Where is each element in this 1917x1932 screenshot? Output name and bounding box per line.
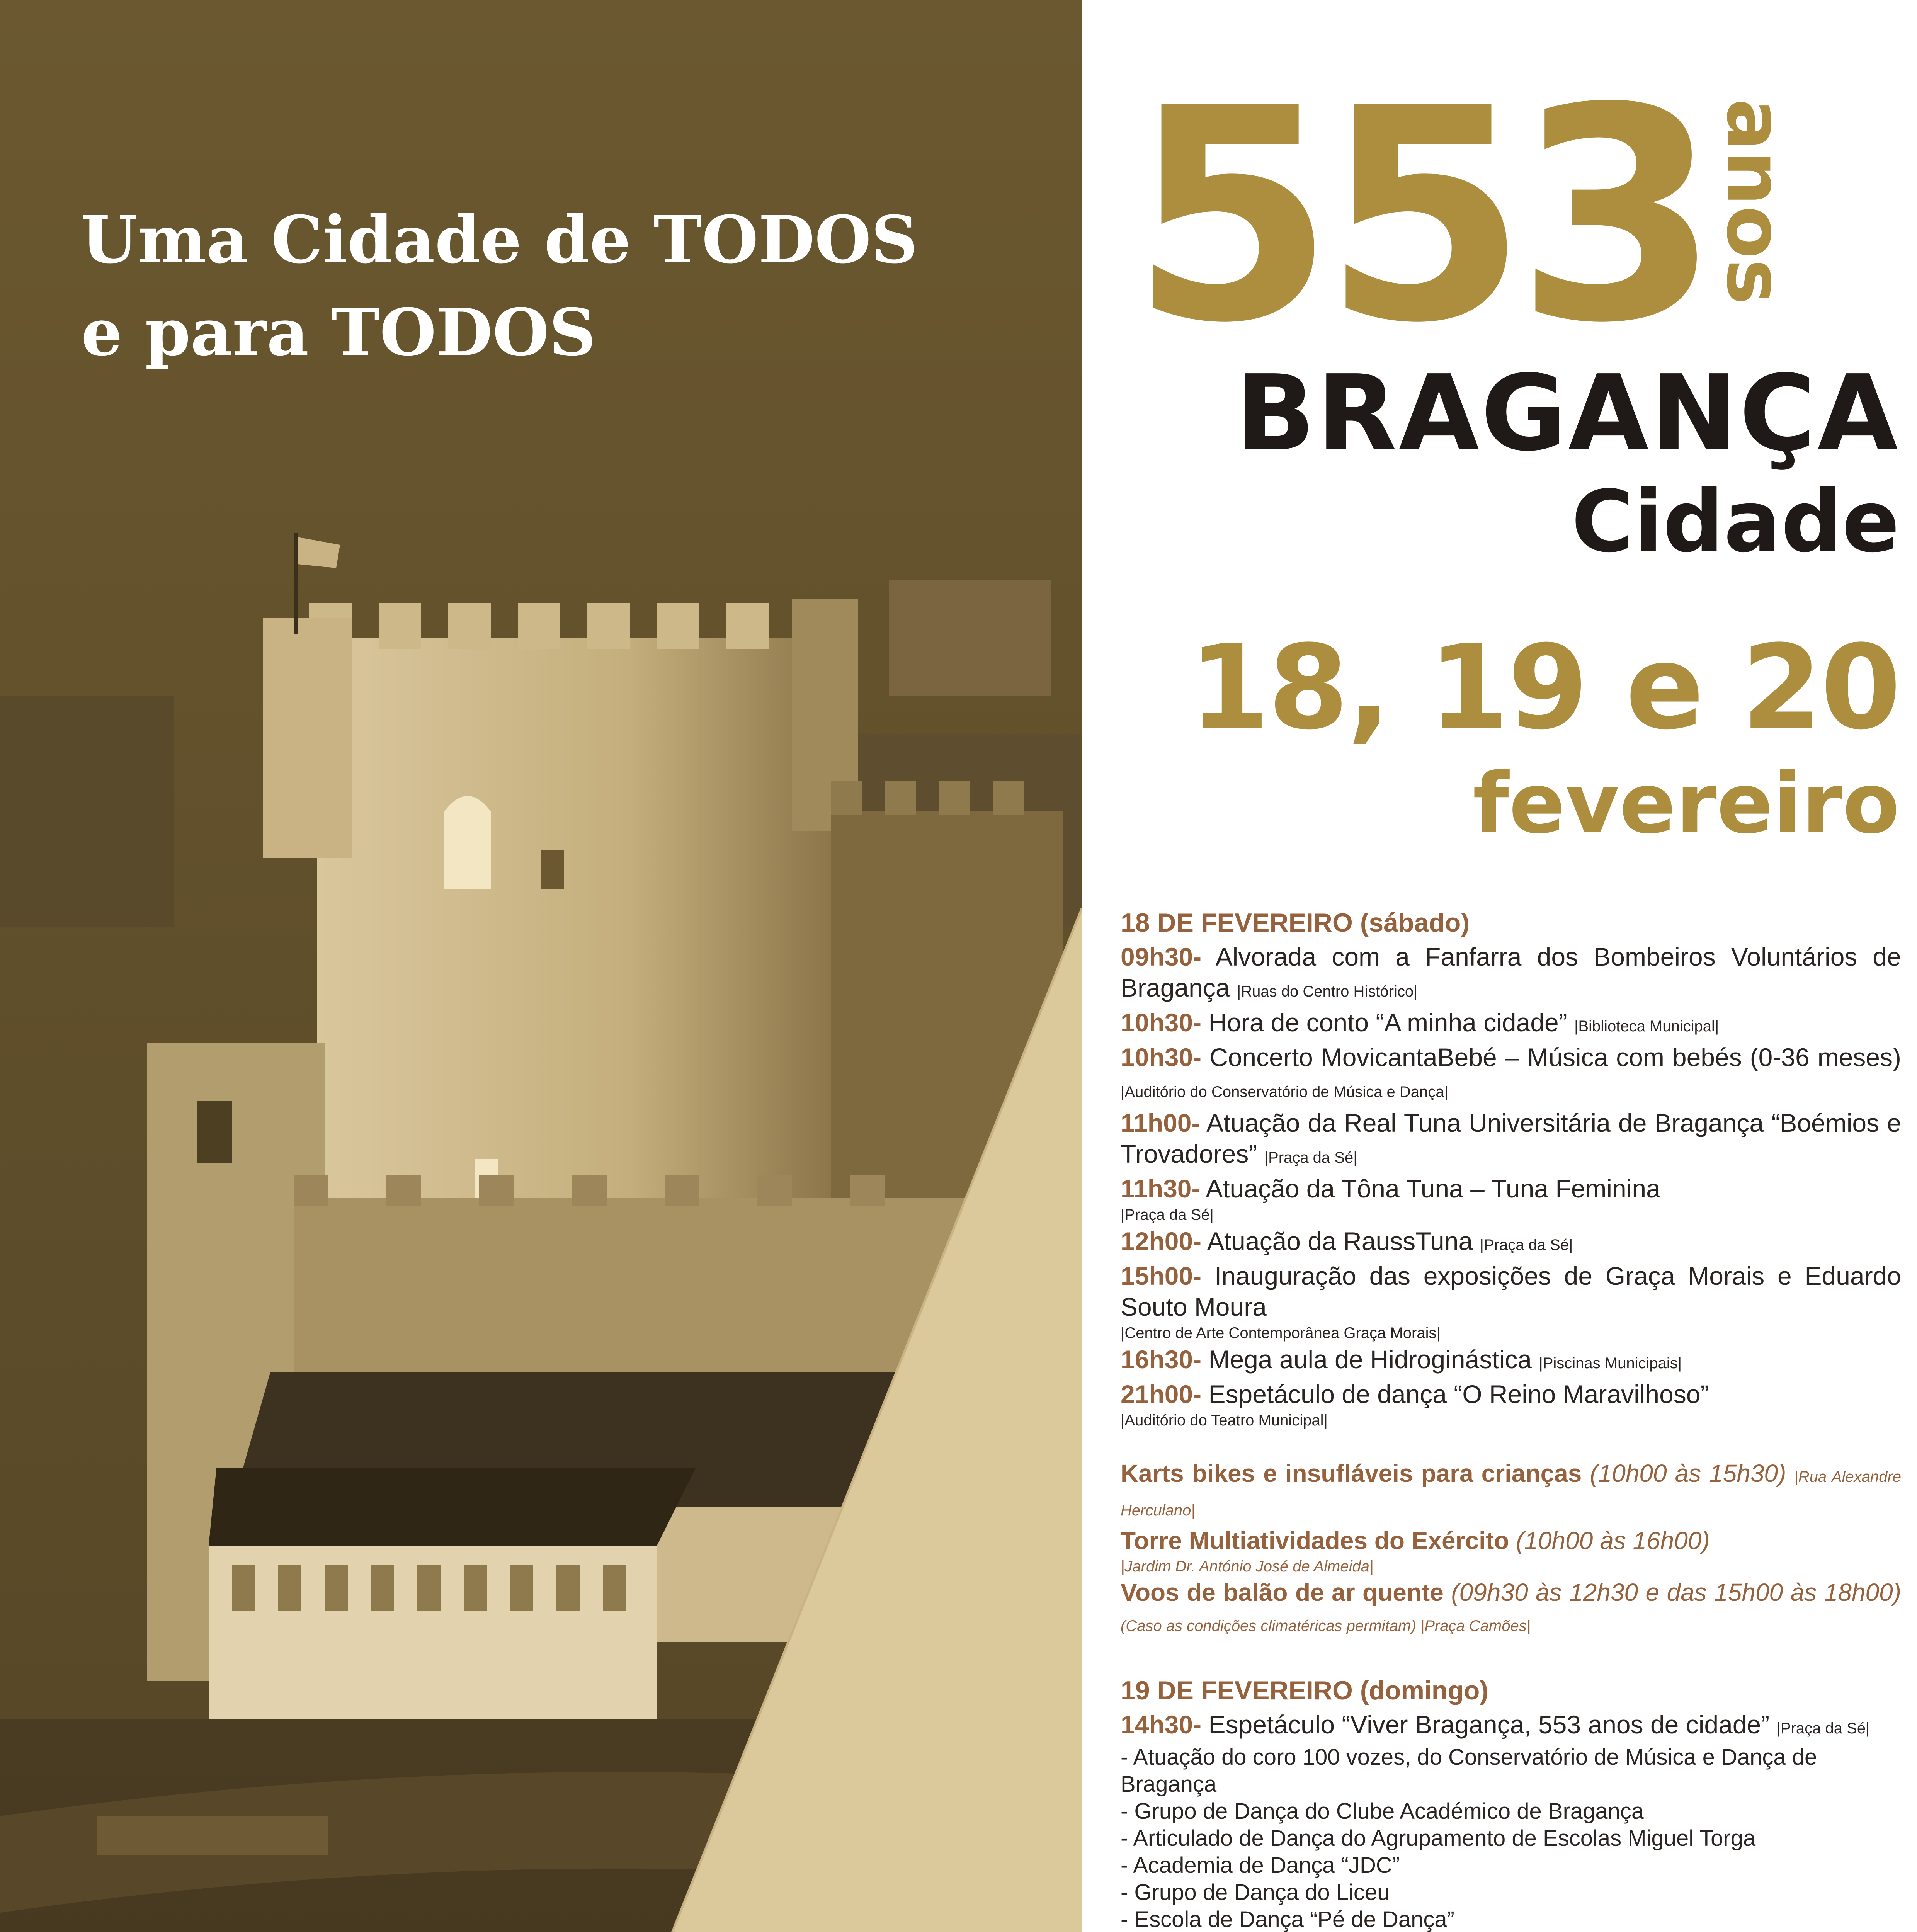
city-title: BRAGANÇA [1235, 352, 1900, 474]
anniversary-number: 553 [1130, 46, 1709, 387]
event-month: fevereiro [1473, 755, 1900, 852]
extra-detail: (10h00 às 15h30) [1590, 1459, 1786, 1487]
cidade-title: Cidade [1571, 472, 1900, 571]
item-text: Espetáculo de dança “O Reino Maravilhoso” [1208, 1380, 1709, 1408]
item-text: Concerto MovicantaBebé – Música com bebés (0-36 meses) [1209, 1043, 1901, 1071]
item-text: Alvorada com a Fanfarra dos Bombeiros Voluntários de Bragança [1121, 942, 1901, 1002]
list-item [1121, 1709, 1901, 1744]
item-time: 14h30- [1121, 1710, 1202, 1739]
performer-item: - Escola de Dança “Pé de Dança” [1121, 1907, 1454, 1932]
item-time: 16h30- [1121, 1345, 1202, 1374]
extra-title: Karts bikes e insufláveis para crianças [1121, 1459, 1582, 1487]
item-time: 11h00- [1121, 1109, 1200, 1137]
item-time: 10h30- [1121, 1043, 1202, 1071]
item-text: Atuação da Real Tuna Universitária de Bragança “Boémios e Trovadores” [1121, 1109, 1902, 1168]
slogan [81, 193, 918, 379]
item-location: |Centro de Arte Contemporânea Graça Morais| [1121, 1325, 1441, 1342]
day-18-extras [1121, 1458, 1901, 1641]
list-item [1121, 1260, 1901, 1344]
extra-title: Torre Multiatividades do Exército [1121, 1527, 1509, 1554]
item-text: Inauguração das exposições de Graça Morais e Eduardo Souto Moura [1121, 1262, 1901, 1321]
list-item [1121, 1042, 1901, 1107]
performer-item: - Articulado de Dança do Agrupamento de Escolas Miguel Torga [1121, 1826, 1756, 1851]
list-item [1121, 1007, 1901, 1042]
item-location: |Praça da Sé| [1264, 1149, 1357, 1166]
item-location: |Ruas do Centro Histórico| [1237, 983, 1418, 1000]
item-location: |Piscinas Municipais| [1539, 1355, 1682, 1372]
item-text: Hora de conto “A minha cidade” [1208, 1008, 1567, 1037]
extra-title: Voos de balão de ar quente [1121, 1578, 1444, 1606]
item-time: 15h00- [1121, 1262, 1202, 1290]
performer-list [1121, 1744, 1901, 1932]
extra-location: |Jardim Dr. António José de Almeida| [1121, 1558, 1374, 1575]
list-item [1121, 1379, 1901, 1431]
extra-activity [1121, 1526, 1901, 1577]
performer-item: - Atuação do coro 100 vozes, do Conservatório de Música e Dança de Bragança [1121, 1745, 1817, 1797]
day-title: 18 DE FEVEREIRO (sábado) [1121, 908, 1470, 937]
list-item [1121, 1344, 1901, 1379]
extra-activity [1121, 1458, 1901, 1526]
list-item [1121, 1173, 1901, 1226]
item-time: 12h00- [1121, 1227, 1202, 1255]
item-time: 21h00- [1121, 1380, 1202, 1408]
performer-item: - Academia de Dança “JDC” [1121, 1853, 1400, 1878]
list-item [1121, 1226, 1901, 1260]
program-list [1121, 904, 1901, 1932]
item-location: |Praça da Sé| [1776, 1720, 1870, 1737]
performer-item: - Grupo de Dança do Liceu [1121, 1880, 1390, 1905]
list-item [1121, 941, 1901, 1007]
right-panel [1082, 0, 1917, 1932]
item-text: Atuação da Tôna Tuna – Tuna Feminina [1206, 1174, 1660, 1203]
item-time: 10h30- [1121, 1008, 1202, 1037]
day-19 [1121, 1672, 1901, 1932]
extra-location: |Rua Alexandre Herculano| [1121, 1468, 1902, 1519]
item-time: 09h30- [1121, 942, 1202, 971]
extra-activity [1121, 1577, 1901, 1641]
item-location: |Biblioteca Municipal| [1574, 1018, 1719, 1035]
extra-detail: (09h30 às 12h30 e das 15h00 às 18h00) [1451, 1578, 1902, 1606]
list-item [1121, 1107, 1901, 1173]
item-location: |Auditório do Teatro Municipal| [1121, 1412, 1328, 1429]
extra-location: (Caso as condições climatéricas permitam) |Praça Camões| [1121, 1617, 1531, 1634]
item-location: |Praça da Sé| [1121, 1206, 1214, 1223]
item-text: Atuação da RaussTuna [1207, 1227, 1473, 1255]
slogan-line-2: e para TODOS [81, 294, 596, 371]
item-location: |Auditório do Conservatório de Música e Dança| [1121, 1083, 1448, 1100]
performer-item: - Grupo de Dança do Clube Académico de Bragança [1121, 1799, 1644, 1824]
extra-detail: (10h00 às 16h00) [1516, 1527, 1710, 1554]
event-dates: 18, 19 e 20 [1189, 620, 1900, 755]
item-location: |Praça da Sé| [1480, 1236, 1573, 1253]
item-text: Espetáculo “Viver Bragança, 553 anos de cidade” [1208, 1710, 1770, 1739]
item-time: 11h30- [1121, 1174, 1200, 1203]
item-text: Mega aula de Hidroginástica [1208, 1345, 1532, 1374]
slogan-line-1: Uma Cidade de TODOS [81, 201, 918, 278]
day-18 [1121, 904, 1901, 1431]
anos-label: anos [1709, 99, 1800, 305]
day-title: 19 DE FEVEREIRO (domingo) [1121, 1676, 1489, 1705]
